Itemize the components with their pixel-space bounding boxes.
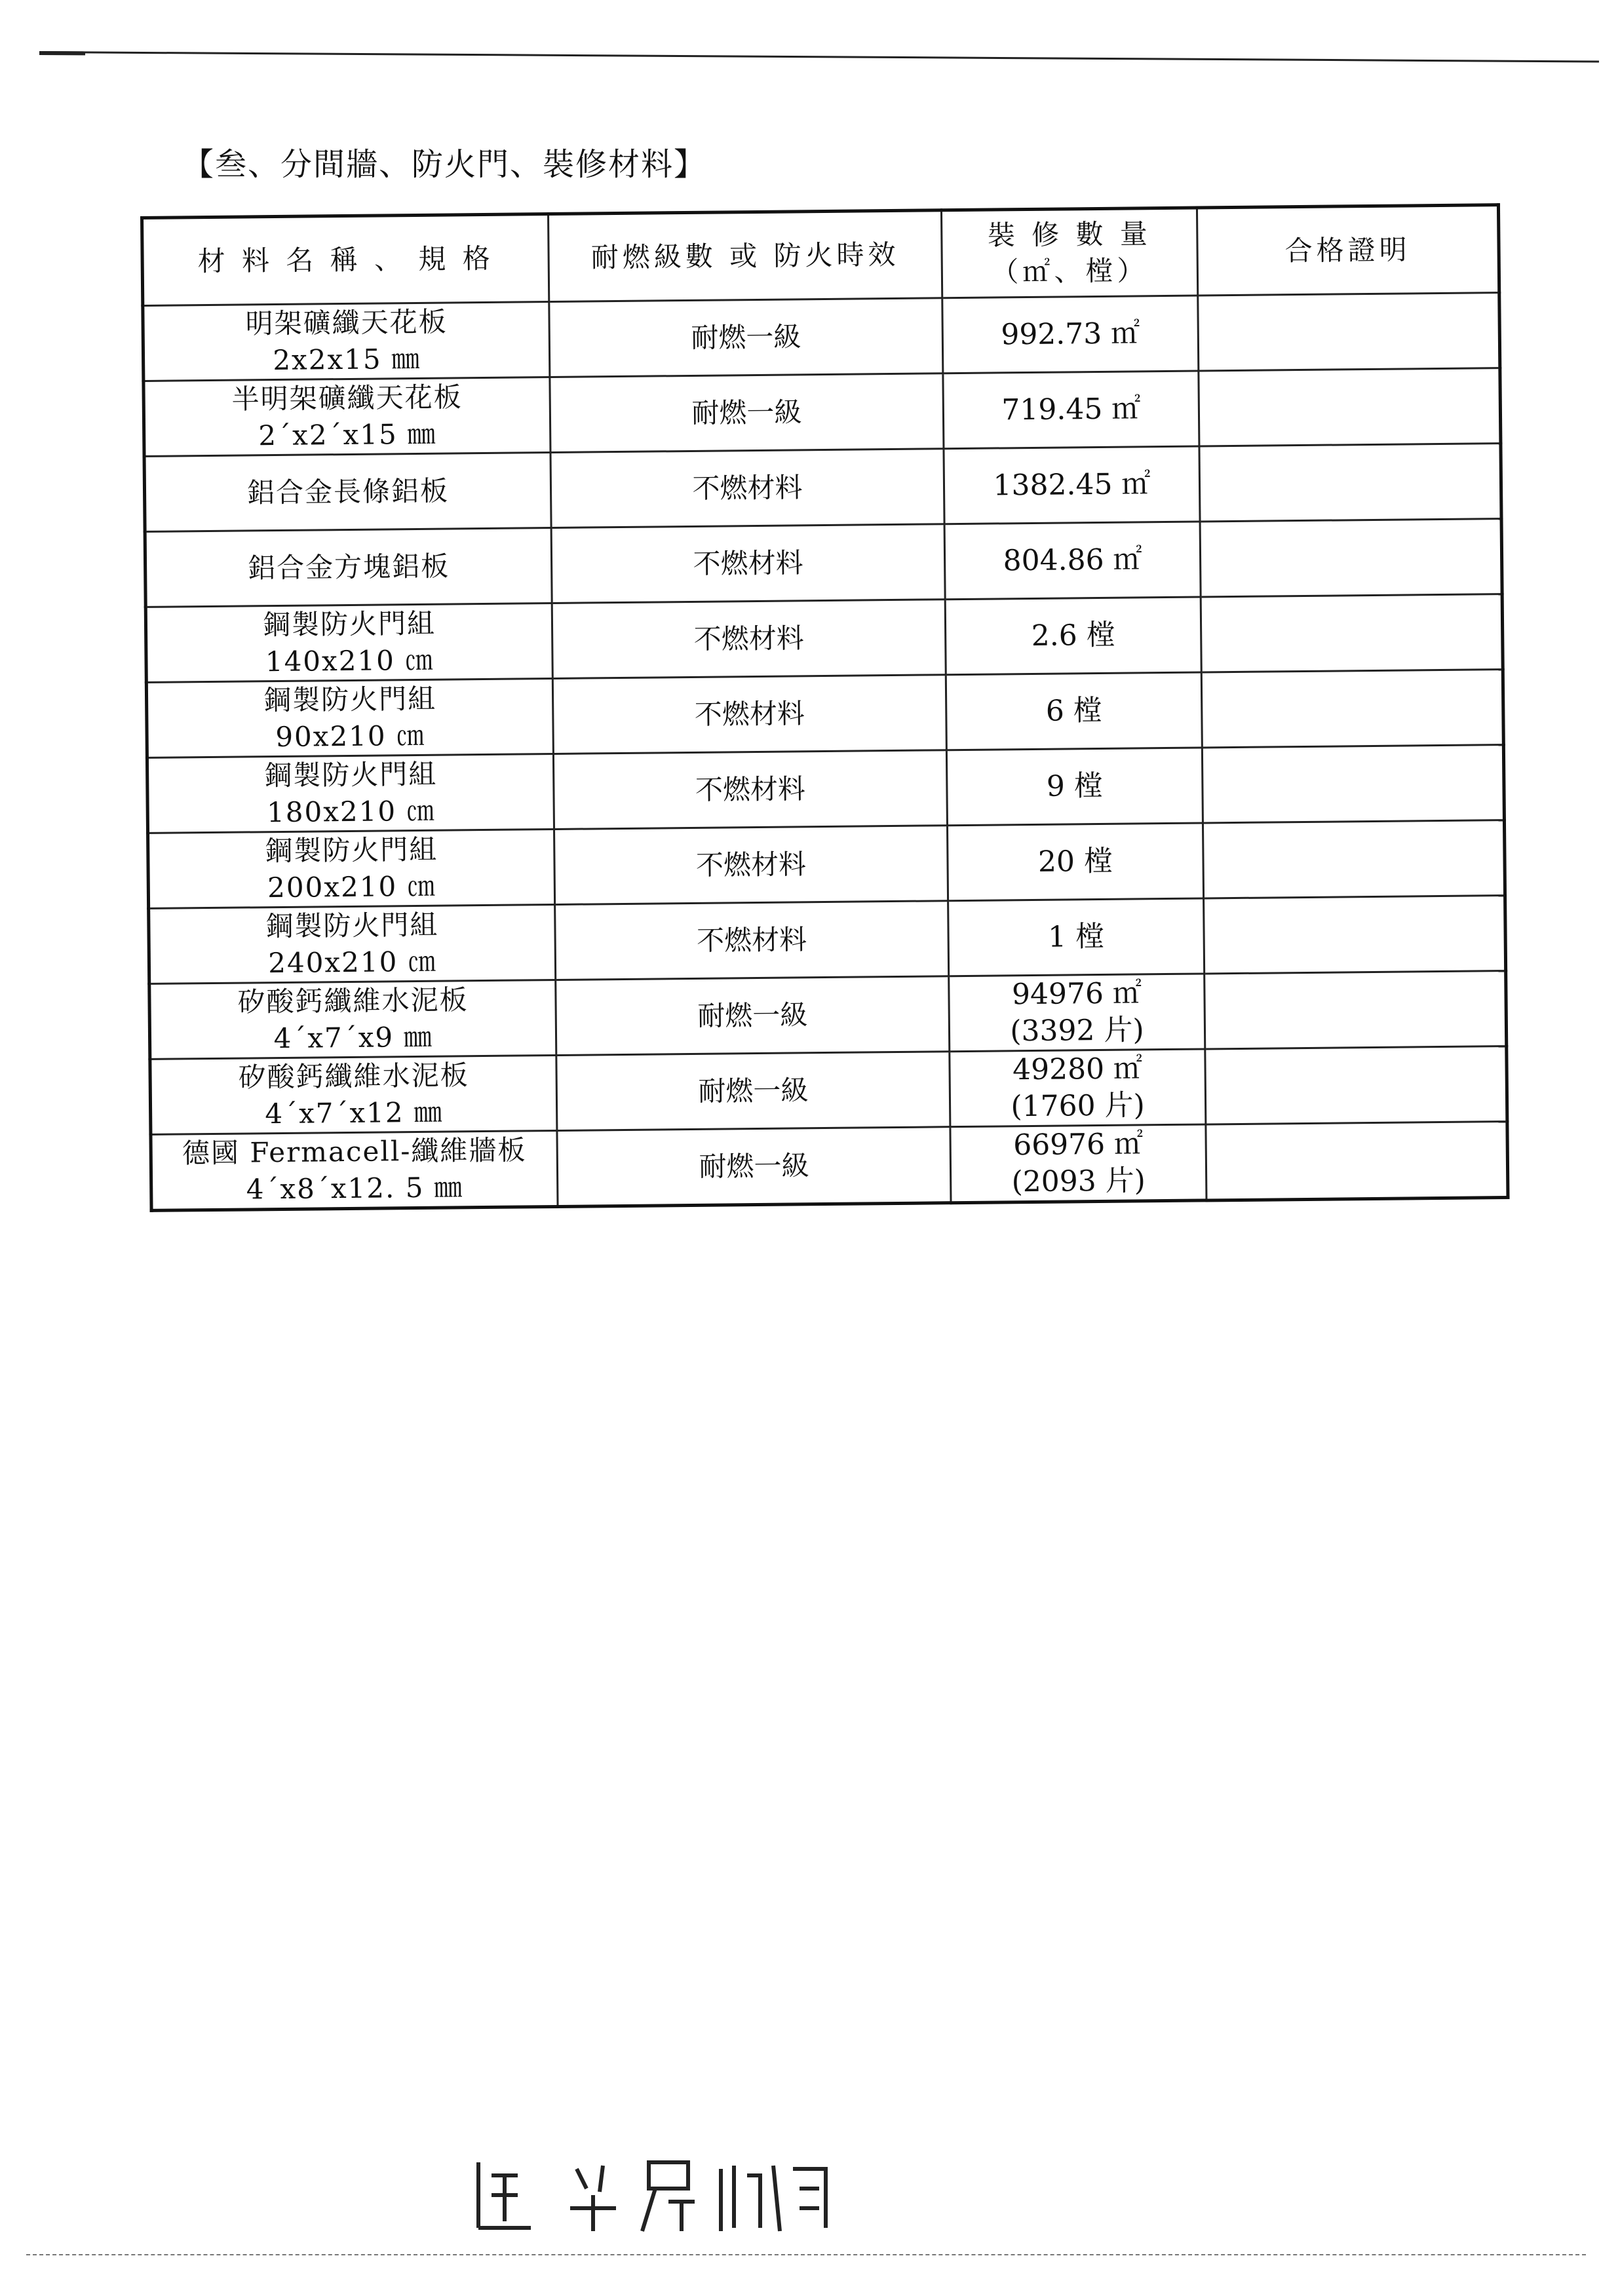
certificate-cell (1198, 293, 1500, 371)
quantity-value: 66976 ㎡ (1013, 1127, 1144, 1162)
material-name: 鋼製防火門組 (263, 682, 437, 717)
table-row (151, 1122, 1508, 1211)
material-spec: 4´x7´x9 ㎜ (273, 1020, 433, 1055)
table-row (145, 519, 1502, 607)
fire-rating-cell: 不燃材料 (554, 826, 948, 905)
quantity-value: 804.86 ㎡ (1003, 543, 1142, 578)
scan-bottom-rule (26, 2254, 1586, 2255)
material-name-cell (143, 302, 550, 381)
table-row (147, 745, 1504, 833)
material-name-cell (148, 829, 555, 908)
certificate-cell (1200, 519, 1502, 597)
quantity-value: 6 樘 (1045, 693, 1103, 728)
material-name: 明架礦纖天花板 (245, 305, 448, 340)
table-row (144, 444, 1501, 532)
quantity-value: 1382.45 ㎡ (993, 467, 1151, 503)
quantity-value: 1 樘 (1047, 919, 1105, 954)
quantity-cell (946, 672, 1202, 750)
table-row (143, 293, 1500, 381)
quantity-cell (950, 1124, 1206, 1203)
quantity-cell (946, 748, 1203, 826)
certificate-cell (1199, 444, 1501, 522)
table-header-row (142, 205, 1499, 306)
quantity-value: 719.45 ㎡ (1001, 392, 1141, 427)
material-name: 鋼製防火門組 (262, 607, 436, 641)
material-name: 矽酸鈣纖維水泥板 (238, 1059, 469, 1094)
certificate-cell (1205, 1046, 1507, 1124)
quantity-pieces: (3392 片) (1010, 1013, 1144, 1048)
material-name-cell (149, 980, 556, 1059)
quantity-cell (944, 446, 1200, 524)
fire-rating-cell: 不燃材料 (553, 750, 947, 830)
quantity-value: 20 樘 (1037, 844, 1113, 879)
material-name: 德國 Fermacell-纖維牆板 (182, 1134, 527, 1170)
material-spec: 4´x8´x12. 5 ㎜ (246, 1171, 463, 1206)
quantity-pieces: (1760 片) (1011, 1088, 1145, 1124)
certificate-cell (1203, 820, 1505, 898)
material-spec: 2x2x15 ㎜ (273, 342, 421, 377)
certificate-cell (1206, 1122, 1508, 1200)
material-name: 矽酸鈣纖維水泥板 (237, 984, 469, 1018)
table-row (150, 1046, 1507, 1135)
certificate-cell (1201, 594, 1503, 672)
material-name-cell (149, 904, 556, 984)
header-material-name: 材 料 名 稱 、 規 格 (142, 214, 549, 306)
certificate-cell (1205, 971, 1507, 1049)
materials-table-wrapper (140, 203, 1506, 1212)
material-spec: 240x210 ㎝ (268, 945, 437, 980)
certificate-cell (1202, 745, 1504, 823)
fire-rating-cell: 不燃材料 (551, 524, 945, 603)
fire-rating-cell: 耐燃一級 (556, 1052, 950, 1131)
quantity-value: 2.6 樘 (1031, 618, 1115, 653)
table-row (148, 820, 1505, 909)
table-row (149, 896, 1506, 984)
quantity-cell (942, 296, 1199, 373)
material-spec: 180x210 ㎝ (266, 794, 436, 829)
fire-rating-cell: 不燃材料 (552, 675, 946, 754)
table-row (145, 594, 1503, 683)
material-spec: 200x210 ㎝ (267, 870, 436, 904)
material-name: 鋼製防火門組 (265, 833, 438, 868)
quantity-value: 9 樘 (1046, 769, 1104, 803)
table-row (149, 971, 1507, 1060)
material-spec: 4´x7´x12 ㎜ (265, 1096, 444, 1130)
certificate-cell (1199, 368, 1501, 446)
quantity-value: 49280 ㎡ (1012, 1052, 1143, 1087)
quantity-value: 992.73 ㎡ (1001, 316, 1140, 352)
material-spec: 2´x2´x15 ㎜ (258, 417, 437, 452)
quantity-cell (950, 1049, 1206, 1127)
quantity-cell (949, 974, 1205, 1052)
header-certificate: 合格證明 (1197, 205, 1499, 296)
scan-top-rule (39, 51, 1599, 63)
quantity-cell (945, 597, 1201, 675)
material-name: 半明架礦纖天花板 (231, 381, 463, 415)
fire-rating-cell: 耐燃一級 (549, 298, 943, 377)
material-spec: 90x210 ㎝ (275, 719, 426, 754)
fire-rating-cell: 不燃材料 (550, 449, 944, 528)
certificate-cell (1204, 896, 1506, 974)
quantity-value: 94976 ㎡ (1011, 976, 1142, 1012)
header-quantity-line1: 裝 修 數 量 (987, 218, 1152, 252)
fire-rating-cell: 耐燃一級 (557, 1127, 951, 1207)
table-body (143, 293, 1508, 1211)
table-row (146, 670, 1503, 758)
header-quantity-line2: （㎡、樘） (991, 254, 1149, 288)
quantity-cell (944, 522, 1201, 600)
section-title: 【叁、分間牆、防火門、裝修材料】 (182, 146, 707, 183)
fire-rating-cell: 耐燃一級 (556, 976, 950, 1056)
material-name-cell (145, 528, 552, 607)
material-name-cell (145, 603, 552, 682)
material-name: 鋼製防火門組 (265, 908, 439, 943)
material-name: 鋁合金方塊鋁板 (247, 550, 450, 584)
quantity-cell (948, 898, 1205, 976)
table-row (144, 368, 1501, 457)
header-fire-rating: 耐燃級數 或 防火時效 (548, 210, 942, 302)
fire-rating-cell: 耐燃一級 (550, 373, 944, 453)
material-name-cell (146, 678, 553, 757)
material-name: 鋼製防火門組 (263, 757, 438, 792)
material-name-cell (147, 754, 554, 833)
material-spec: 140x210 ㎝ (265, 643, 434, 678)
material-name-cell (151, 1130, 558, 1210)
material-name-cell (144, 377, 550, 457)
header-quantity (941, 208, 1197, 298)
engineer-seal-stamp (472, 2149, 839, 2241)
material-name-cell (144, 453, 551, 532)
fire-rating-cell: 不燃材料 (552, 600, 946, 679)
certificate-cell (1201, 670, 1503, 748)
material-name: 鋁合金長條鋁板 (246, 474, 450, 509)
fire-rating-cell: 不燃材料 (555, 901, 949, 980)
quantity-pieces: (2093 片) (1011, 1164, 1146, 1199)
materials-table (140, 203, 1509, 1212)
quantity-cell (947, 823, 1203, 901)
quantity-cell (943, 371, 1199, 449)
material-name-cell (150, 1055, 557, 1134)
